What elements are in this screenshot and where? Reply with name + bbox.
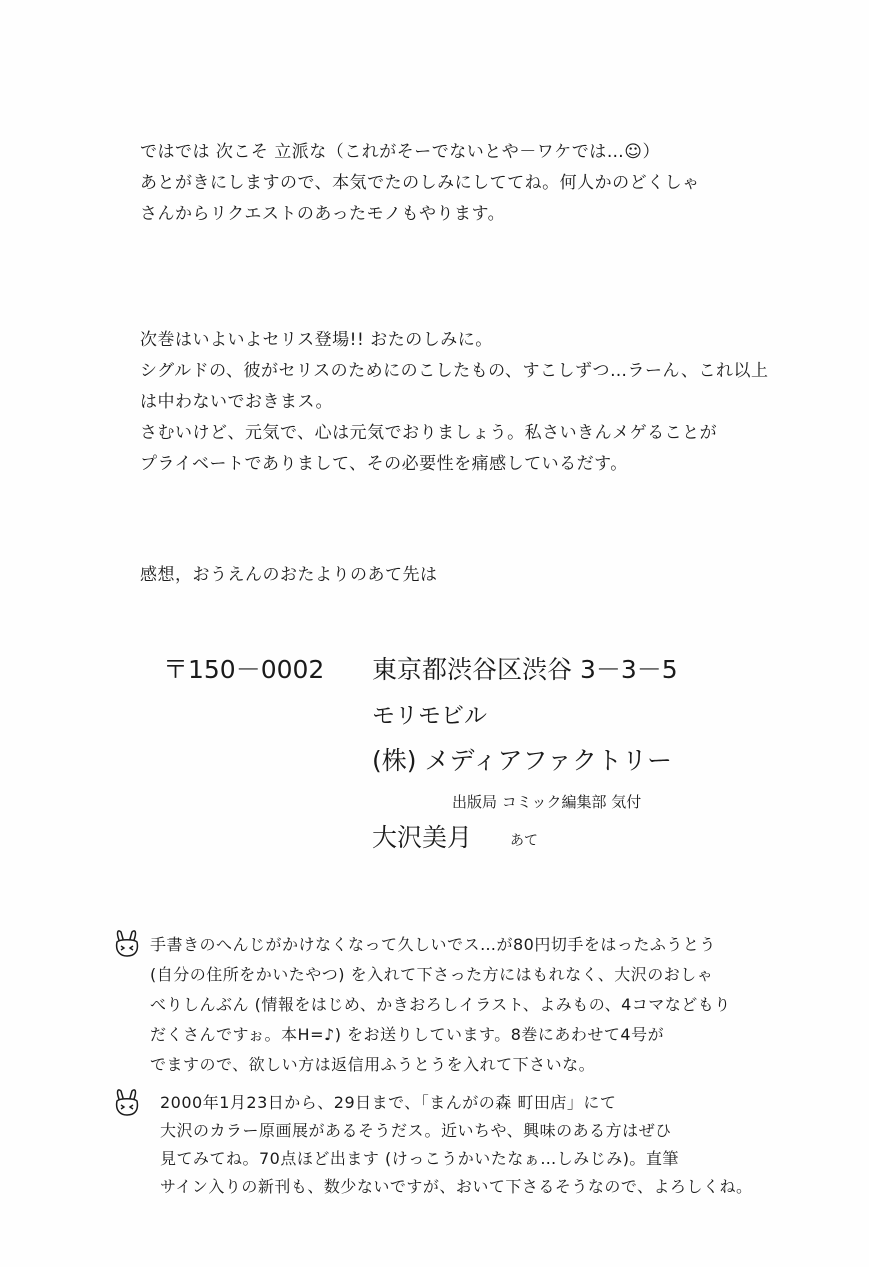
exhibit-paragraph [160,1089,753,1201]
impressions-line: 感想，おうえんのおたよりのあて先は [140,565,438,585]
next-volume-paragraph [140,325,768,480]
impressions-heading [140,560,438,591]
rabbit-doodle-icon [110,928,146,958]
company-name: (株) メディアファクトリー [372,746,672,775]
exhibit-line: サイン入りの新刊も、数少ないですが、おいて下さるそうなので、よろしくね。 [160,1177,753,1196]
intro-line: ではでは 次こそ 立派な（これがそーでないとや－ワケでは…☺） [140,142,661,162]
rabbit-doodle-icon [110,1087,146,1117]
postcard-line: 手書きのへんじがかけなくなって久しいでス…が80円切手をはったふうとう [150,935,716,954]
next-volume-line: プライベートでありまして、その必要性を痛感しているだす。 [140,454,628,474]
street-address: 東京都渋谷区渋谷 3－3－5 [372,655,678,684]
intro-line: さんからリクエストのあったモノもやります。 [140,204,506,224]
recipient-name: 大沢美月 [372,823,473,852]
building-name: モリモビル [372,703,487,729]
exhibit-line: 大沢のカラー原画展があるそうだス。近いちや、興味のある方はぜひ [160,1121,672,1140]
postal-code: 〒150－0002 [163,655,325,684]
department-name: 出版局 コミック編集部 気付 [452,793,642,811]
next-volume-line: 次巻はいよいよセリス登場!! おたのしみに。 [140,330,493,350]
next-volume-line: シグルドの、彼がセリスのためにのこしたもの、すこしずつ…ラーん、これ以上 [140,361,769,381]
next-volume-line: さむいけど、元気で、心は元気でおりましょう。私さいきんメゲることが [140,423,718,443]
postcard-line: でますので、欲しい方は返信用ふうとうを入れて下さいな。 [150,1055,596,1074]
intro-line: あとがきにしますので、本気でたのしみにしててね。何人かのどくしゃ [140,173,700,193]
postcard-line: だくさんですぉ。本H=♪) をお送りしています。8巻にあわせて4号が [150,1025,665,1044]
postcard-line: べりしんぶん (情報をはじめ、かきおろしイラスト、よみもの、4コマなどもり [150,995,731,1014]
exhibit-line: 見てみてね。70点ほど出ます (けっこうかいたなぁ…しみじみ)。直筆 [160,1149,679,1168]
postcard-paragraph [150,930,731,1080]
recipient-suffix: あて [510,833,538,849]
intro-paragraph [140,137,700,230]
postcard-line: (自分の住所をかいたやつ) を入れて下さった方にはもれなく、大沢のおしゃ [150,965,714,984]
next-volume-line: は中わないでおきまス。 [140,392,334,412]
exhibit-line: 2000年1月23日から、29日まで、「まんがの森 町田店」にて [160,1093,617,1112]
